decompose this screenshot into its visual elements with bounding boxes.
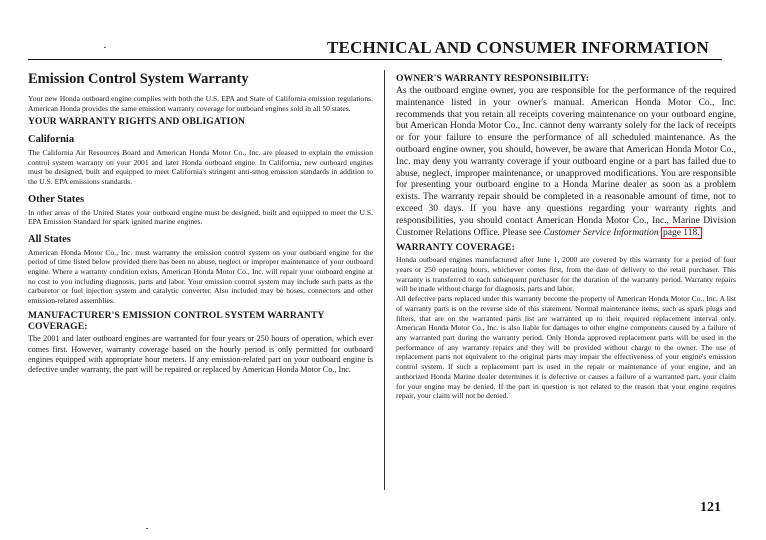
intro-paragraph: Your new Honda outboard engine complies with both the U.S. EPA and State of California emission regulations. American Honda provides the same emission warranty coverage for outboard engines sold in all 50 states.: [28, 94, 373, 113]
other-states-heading: Other States: [28, 193, 85, 205]
warranty-coverage-heading: WARRANTY COVERAGE:: [396, 242, 515, 254]
california-paragraph: The California Air Resources Board and American Honda Motor Co., Inc. are pleased to explain the emission control system warranty on your 2001 and later Honda outboard engine. In California, new outboard engines must be designed, built and equipped to meet California's stringent anti-smog emission standards in addition to the U.S. EPA emissions standards.: [28, 148, 373, 186]
owner-text: As the outboard engine owner, you are responsible for the performance of the required maintenance listed in your owner's manual. American Honda Motor Co., Inc. recommends that you retain all receipts covering maintenance on your outboard engine, but American Honda Motor Co., Inc. cannot deny warranty solely for the lack of receipts or for your failure to ensure the performance of all scheduled maintenance. As the outboard engine owner, you should, however, be aware that American Honda Motor Co., Inc. may deny you warranty coverage if your outboard engine or a part has failed due to abuse, neglect, improper maintenance, or unapproved modifications. You are responsible for presenting your outboard engine to a Honda Marine dealer as soon as a problem exists. The warranty repair should be completed in a reasonable amount of time, not to exceed 30 days. If you have any questions regarding your warranty rights and responsibilities, you should contact American Honda Motor Co., Inc., Marine Division Customer Relations Office. Please see: [396, 86, 736, 238]
left-column: [28, 68, 373, 376]
all-states-paragraph: American Honda Motor Co., Inc. must warranty the emission control system on your outboard engine for the period of time listed below provided there has been no abuse, neglect or improper maintenance of your outboard engine. Where a warranty condition exists, American Honda Motor Co., Inc. will repair your outboard engine at no cost to you including diagnosis, parts and labor. Your emission control system may include such parts as the carburetor or fuel injection system and catalytic converter. Also included may be hoses, connectors and other emission-related assemblies.: [28, 247, 373, 305]
all-states-heading: All States: [28, 233, 71, 245]
coverage-paragraph-2: All defective parts replaced under this warranty become the property of American Honda Motor Co., Inc. A list of warranty parts is on the reverse side of this statement. Normal maintenance items, such as spark plugs and filters, that are on the warranted parts list are warranted up to their required replacement interval only. American Honda Motor Co., Inc. is also liable for damages to other engine components caused by a failure of any warranted part during the warranty period. Only Honda approved replacement parts will be used in the performance of any warranty repairs and they will be provided without charge to the owner. The use of replacement parts not equivalent to the original parts may impair the effectiveness of your engine's emission control system. If such a replacement part is used in the repair or maintenance of your engine, and an authorized Honda Marine dealer determines it is defective or causes a failure of a warranted part, your claim for your engine may be denied. If the part in question is not related to the reason that your engine requires repair, your claim will not be denied.: [396, 294, 736, 401]
manufacturer-heading: MANUFACTURER'S EMISSION CONTROL SYSTEM WARRANTY COVERAGE:: [28, 310, 325, 333]
rights-heading: YOUR WARRANTY RIGHTS AND OBLIGATION: [28, 116, 246, 128]
owner-responsibility-paragraph: [396, 86, 736, 239]
scan-speck: [104, 47, 106, 48]
scan-speck: [146, 528, 148, 529]
section-title: Emission Control System Warranty: [28, 71, 249, 87]
customer-service-ref: Customer Service Information: [543, 227, 659, 238]
page-number: 121: [700, 500, 721, 515]
owner-responsibility-heading: OWNER'S WARRANTY RESPONSIBILITY:: [396, 73, 590, 84]
california-heading: California: [28, 134, 75, 146]
header-rule: [28, 59, 722, 60]
coverage-paragraph-1: Honda outboard engines manufactured after June 1, 2000 are covered by this warranty for a period of four years or 250 operating hours, whichever comes first, from the date of delivery to the retail purchaser. This warranty is transferred to each subsequent purchaser for the duration of the warranty period. Warranty repairs will be made without charge for diagnosis, parts and labor.: [396, 255, 736, 294]
column-divider: [384, 70, 385, 490]
manufacturer-paragraph: The 2001 and later outboard engines are warranted for four years or 250 hours of operation, which ever comes first. However, warranty coverage based on the hourly period is only permitted for outboard engines equipped with appropriate hour meters. If any emission-related part on your outboard engine is defective under warranty, the part will be repaired or replaced by American Honda Motor Co., Inc.: [28, 334, 373, 375]
right-column: [396, 70, 736, 401]
other-states-paragraph: In other areas of the United States your outboard engine must be designed, built and equipped to meet the U.S. EPA Emission Standard for spark ignited marine engines.: [28, 207, 373, 227]
page-reference-link[interactable]: page 118.: [663, 227, 700, 238]
page-header: TECHNICAL AND CONSUMER INFORMATION: [327, 38, 709, 57]
